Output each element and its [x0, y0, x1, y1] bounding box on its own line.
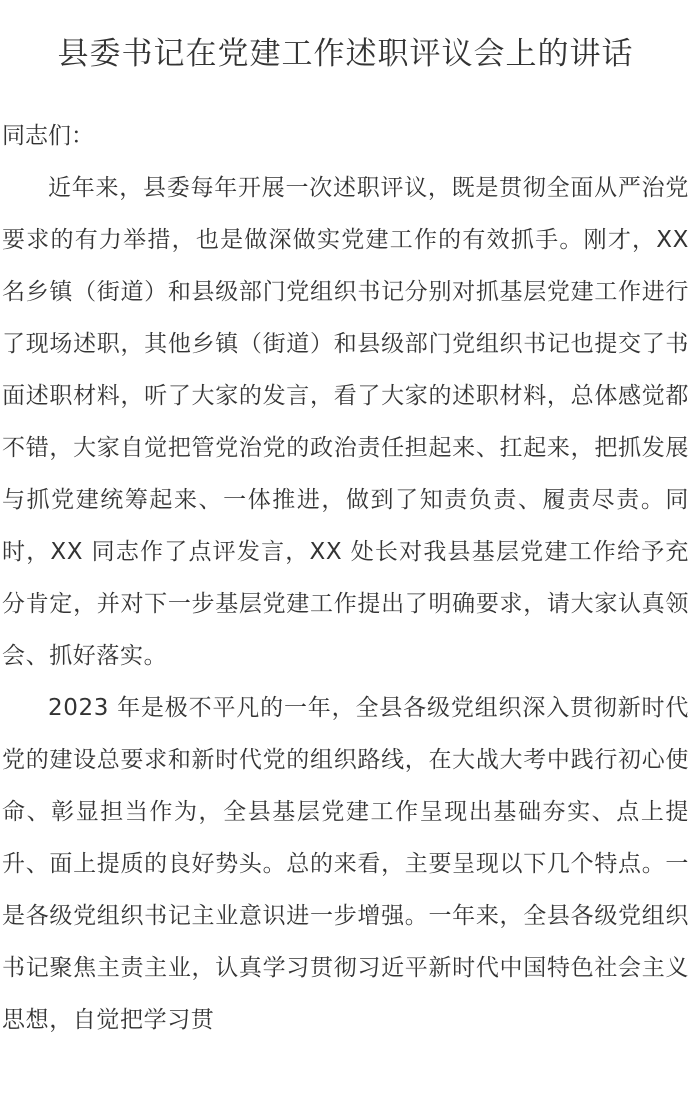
greeting: 同志们：	[2, 123, 94, 149]
document-title: 县委书记在党建工作述职评议会上的讲话	[57, 36, 634, 72]
paragraph-2: 2023 年是极不平凡的一年，全县各级党组织深入贯彻新时代党的建设总要求和新时代党的组织路线，在大战大考中践行初心使命、彰显担当作为，全县基层党建工作呈现出基础夯实、点上提升、面上提质的良好势头。总的来看，主要呈现以下几个特点。一是各级党组织书记主业意识进一步增强。一年来，全县各级党组织书记聚焦主责主业，认真学习贯彻习近平新时代中国特色社会主义思想，自觉把学习贯	[2, 695, 689, 1033]
paragraph-1: 近年来，县委每年开展一次述职评议，既是贯彻全面从严治党要求的有力举措，也是做深做实党建工作的有效抓手。刚才，XX 名乡镇（街道）和县级部门党组织书记分别对抓基层党建工作进行了现场述职，其他乡镇（街道）和县级部门党组织书记也提交了书面述职材料，听了大家的发言，看了大家的述职材料，总体感觉都不错，大家自觉把管党治党的政治责任担起来、扛起来，把抓发展与抓党建统筹起来、一体推进，做到了知责负责、履责尽责。同时，XX 同志作了点评发言，XX 处长对我县基层党建工作给予充分肯定，并对下一步基层党建工作提出了明确要求，请大家认真领会、抓好落实。	[2, 175, 689, 669]
